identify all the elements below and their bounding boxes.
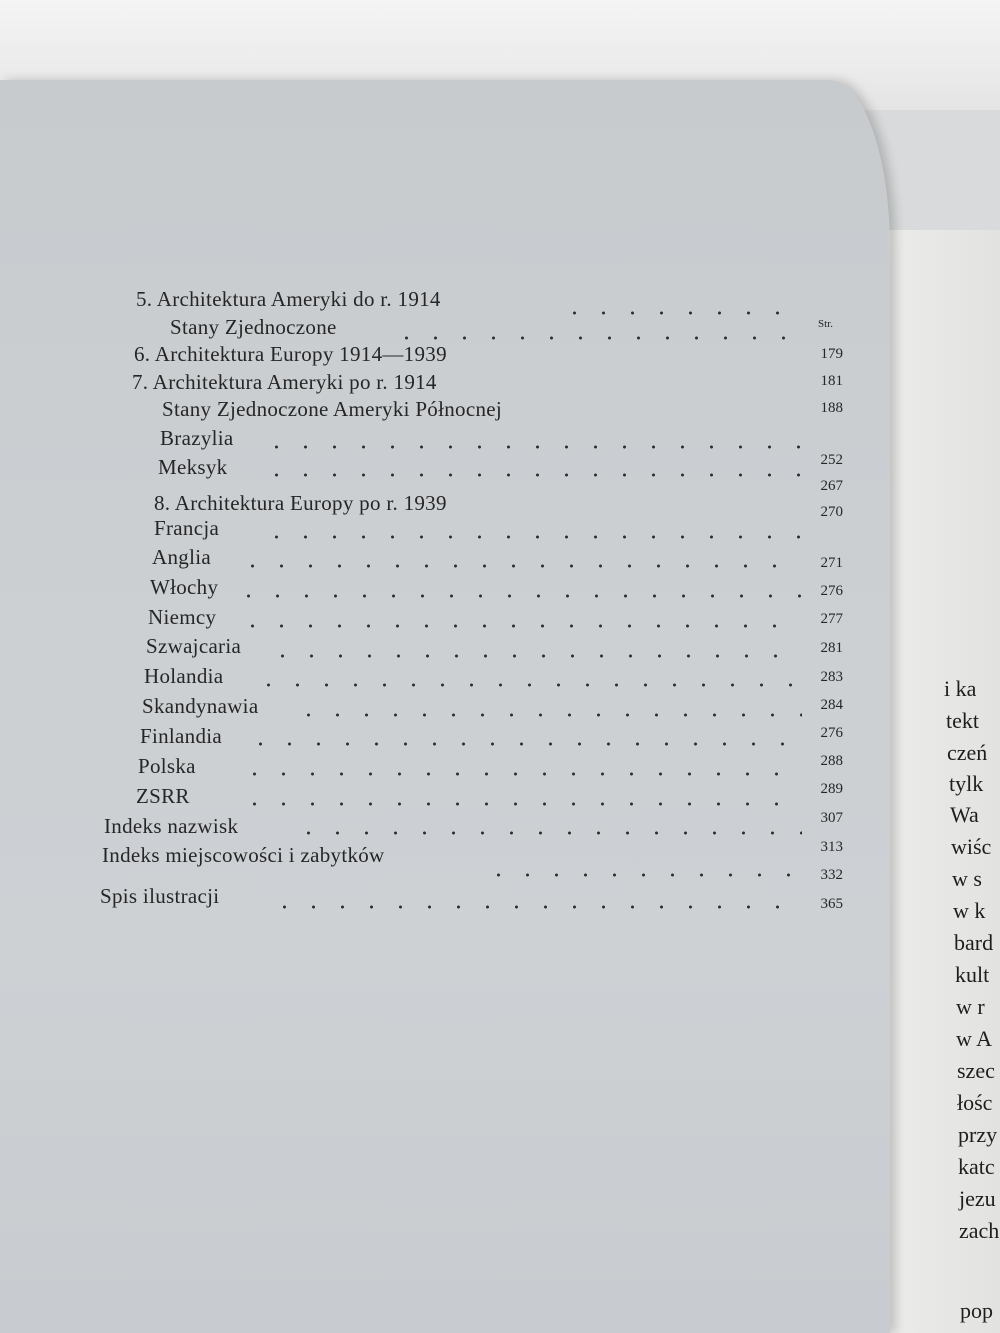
right-page-fragment: w A bbox=[956, 1026, 993, 1051]
leader-dots bbox=[294, 712, 802, 718]
toc-entry-page: 281 bbox=[820, 640, 843, 656]
leader-dots bbox=[268, 653, 802, 659]
leader-dots bbox=[560, 310, 800, 316]
toc-entry-page: 307 bbox=[820, 810, 843, 826]
toc-entry-label: 7. Architektura Ameryki po r. 1914 bbox=[132, 370, 437, 394]
leader-dots bbox=[254, 682, 802, 688]
toc-entry-page: 313 bbox=[820, 839, 843, 855]
right-page-fragment: katc bbox=[958, 1154, 995, 1179]
toc-entry-label: 6. Architektura Europy 1914—1939 bbox=[134, 342, 447, 366]
toc-entry-page: 252 bbox=[820, 452, 843, 468]
toc-entry-page: 271 bbox=[820, 555, 843, 571]
leader-dots bbox=[238, 563, 802, 569]
toc-entry-label: Indeks miejscowości i zabytków bbox=[102, 843, 385, 867]
toc-entry-label: Anglia bbox=[152, 545, 211, 569]
toc-entry-label: Szwajcaria bbox=[146, 634, 242, 658]
right-page-fragment: łośc bbox=[957, 1090, 993, 1115]
toc-entry-page: 267 bbox=[820, 478, 843, 494]
leader-dots bbox=[392, 335, 802, 341]
toc-entry-label: Brazylia bbox=[160, 426, 234, 450]
right-page-fragment: Wa bbox=[950, 802, 979, 827]
right-page-fragment: jezu bbox=[959, 1186, 996, 1211]
toc-entry-page: 276 bbox=[820, 583, 843, 599]
toc-entry-page: 288 bbox=[820, 753, 843, 769]
right-page-fragment: wiśc bbox=[951, 834, 992, 859]
toc-entry-label: Spis ilustracji bbox=[100, 884, 220, 908]
leader-dots bbox=[240, 801, 802, 807]
leader-dots bbox=[240, 771, 802, 777]
right-page-fragment: zach bbox=[959, 1218, 1000, 1243]
right-page-fragment: czeń bbox=[947, 740, 988, 765]
leader-dots bbox=[262, 534, 802, 540]
toc-entry-page: 179 bbox=[820, 346, 843, 362]
toc-entry-label: Francja bbox=[154, 516, 220, 540]
toc-entry-page: 181 bbox=[820, 373, 843, 389]
leader-dots bbox=[238, 623, 802, 629]
right-page-fragment: bard bbox=[954, 930, 994, 955]
right-page-fragment: tylk bbox=[949, 771, 984, 796]
leader-dots bbox=[270, 904, 802, 910]
toc-entry-label: 5. Architektura Ameryki do r. 1914 bbox=[136, 287, 441, 311]
toc-entry-label: Polska bbox=[138, 754, 196, 778]
leader-dots bbox=[246, 741, 802, 747]
right-page-fragment: i ka bbox=[944, 676, 977, 701]
toc-entry-label: Stany Zjednoczone Ameryki Północnej bbox=[162, 397, 503, 421]
right-page-fragment: szec bbox=[957, 1058, 995, 1083]
toc-entry-page: 332 bbox=[820, 867, 843, 883]
leader-dots bbox=[262, 472, 802, 478]
toc-entry-label: Włochy bbox=[150, 575, 219, 599]
toc-entry-label: 8. Architektura Europy po r. 1939 bbox=[154, 491, 447, 515]
toc-entry-label: Indeks nazwisk bbox=[104, 814, 239, 838]
toc-entry-label: Niemcy bbox=[148, 605, 217, 629]
leader-dots bbox=[484, 872, 802, 878]
page-column-label: Str. bbox=[818, 318, 833, 330]
toc-entry-label: ZSRR bbox=[136, 784, 190, 808]
leader-dots bbox=[262, 444, 802, 450]
right-page-fragment: w s bbox=[952, 866, 982, 891]
toc-entry-label: Meksyk bbox=[158, 455, 228, 479]
right-page-fragment: kult bbox=[955, 962, 990, 987]
toc-entry-page: 289 bbox=[820, 781, 843, 797]
toc-entry-page: 283 bbox=[820, 669, 843, 685]
toc-entry-page: 188 bbox=[820, 400, 843, 416]
right-page-fragment: tekt bbox=[946, 708, 979, 733]
toc-entry-label: Finlandia bbox=[140, 724, 223, 748]
toc-entry-page: 270 bbox=[820, 504, 843, 520]
toc-entry-page: 277 bbox=[820, 611, 843, 627]
right-page-fragment: przy bbox=[958, 1122, 998, 1147]
right-page-fragment: w k bbox=[953, 898, 986, 923]
toc-entry-label: Holandia bbox=[144, 664, 224, 688]
leader-dots bbox=[294, 830, 802, 836]
toc-entry-page: 276 bbox=[820, 725, 843, 741]
right-page-fragment: w r bbox=[956, 994, 985, 1019]
toc-entry-page: 284 bbox=[820, 697, 843, 713]
toc-entry-page: 365 bbox=[820, 896, 843, 912]
leader-dots bbox=[234, 593, 802, 599]
toc-entry-label: Stany Zjednoczone bbox=[170, 315, 337, 339]
toc-entry-label: Skandynawia bbox=[142, 694, 259, 718]
right-page-fragment: pop bbox=[960, 1298, 993, 1323]
